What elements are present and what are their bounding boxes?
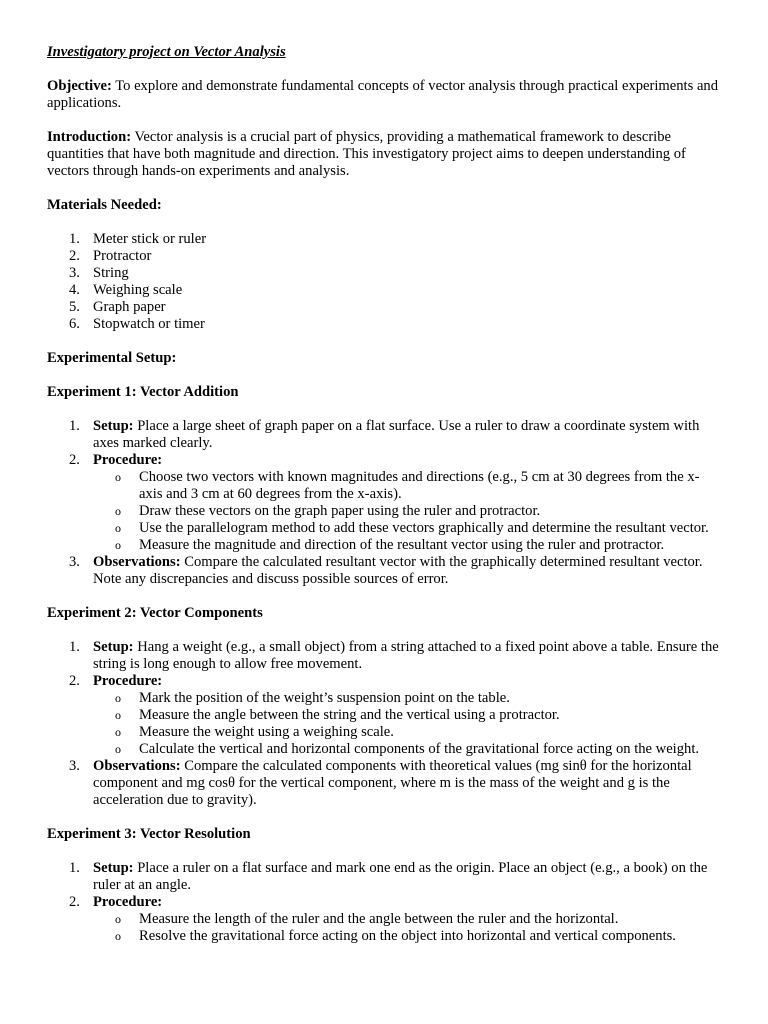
list-item: 3. Observations: Compare the calculated resultant vector with the graphically determined resultant vector. Note any discrepancies and discuss possible sources of error. bbox=[69, 554, 703, 587]
list-item: o Measure the length of the ruler and the angle between the ruler and the horizontal. bbox=[115, 911, 619, 927]
objective-label: Objective: bbox=[47, 78, 112, 94]
introduction-label: Introduction: bbox=[47, 129, 132, 145]
experiment-1-steps bbox=[47, 418, 722, 588]
experimental-setup-heading: Experimental Setup: bbox=[47, 350, 177, 366]
document-title: Investigatory project on Vector Analysis bbox=[47, 44, 286, 60]
materials-heading: Materials Needed: bbox=[47, 197, 162, 213]
experiment-3-steps bbox=[47, 860, 722, 945]
procedure-list bbox=[93, 690, 722, 758]
introduction-paragraph bbox=[47, 129, 722, 180]
introduction-text: Vector analysis is a crucial part of physics, providing a mathematical framework to describe quantities that have both magnitude and direction. This investigatory project aims to deepen understanding of vectors through hands-on experiments and analysis. bbox=[47, 129, 686, 179]
document-page bbox=[47, 44, 722, 945]
list-item: o Measure the angle between the string and the vertical using a protractor. bbox=[115, 707, 560, 723]
list-item: 6. Stopwatch or timer bbox=[69, 316, 205, 332]
list-item: 1. Setup: Place a ruler on a flat surface and mark one end as the origin. Place an object (e.g., a book) on the ruler at an angle. bbox=[69, 860, 708, 893]
list-item: 3. String bbox=[69, 265, 129, 281]
list-item: 1. Meter stick or ruler bbox=[69, 231, 207, 247]
list-item: o Use the parallelogram method to add these vectors graphically and determine the resultant vector. bbox=[115, 520, 709, 536]
objective-paragraph bbox=[47, 78, 722, 112]
list-item: 1. Setup: Place a large sheet of graph paper on a flat surface. Use a ruler to draw a coordinate system with axes marked clearly. bbox=[69, 418, 700, 451]
list-item: 3. Observations: Compare the calculated components with theoretical values (mg sinθ for the horizontal component and mg cosθ for the vertical component, where m is the mass of the weight and g is the acceleration due to gravity). bbox=[69, 758, 692, 808]
list-item: 2. Procedure: o Mark the position of the weight’s suspension point on the table. o Measure the angle between the string and the vertical using a protractor. o Measure the weight using a weighing scale. o Calculate the vertical and horizontal components of the gravitational force acting on the weight. bbox=[47, 673, 722, 758]
experiment-1-heading: Experiment 1: Vector Addition bbox=[47, 384, 239, 400]
list-item: o Draw these vectors on the graph paper using the ruler and protractor. bbox=[115, 503, 541, 519]
list-item: 1. Setup: Hang a weight (e.g., a small object) from a string attached to a fixed point above a table. Ensure the string is long enough to allow free movement. bbox=[69, 639, 719, 672]
materials-list bbox=[47, 231, 722, 333]
experiment-3-heading: Experiment 3: Vector Resolution bbox=[47, 826, 251, 842]
list-item: o Mark the position of the weight’s suspension point on the table. bbox=[115, 690, 510, 706]
list-item: 2. Procedure: o Choose two vectors with known magnitudes and directions (e.g., 5 cm at 30 degrees from the x-axis and 3 cm at 60 degrees from the x-axis). o Draw these vectors on the graph paper using the ruler and protractor. o Use the parallelogram method to add these vectors graphically and determine the resultant vector. o Measure the magnitude and direction of the resultant vector using the ruler and protractor. bbox=[47, 452, 722, 554]
list-item: o Calculate the vertical and horizontal components of the gravitational force acting on the weight. bbox=[115, 741, 700, 757]
list-item: 5. Graph paper bbox=[69, 299, 166, 315]
procedure-list bbox=[93, 911, 722, 945]
objective-text: To explore and demonstrate fundamental concepts of vector analysis through practical experiments and applications. bbox=[47, 78, 719, 111]
list-item: 2. Protractor bbox=[69, 248, 152, 264]
list-item: o Measure the weight using a weighing scale. bbox=[115, 724, 394, 740]
list-item: 4. Weighing scale bbox=[69, 282, 183, 298]
list-item: 2. Procedure: o Measure the length of the ruler and the angle between the ruler and the horizontal. o Resolve the gravitational force acting on the object into horizontal and vertical components. bbox=[47, 894, 722, 945]
procedure-list bbox=[93, 469, 722, 554]
list-item: o Measure the magnitude and direction of the resultant vector using the ruler and protractor. bbox=[115, 537, 665, 553]
experiment-2-steps bbox=[47, 639, 722, 809]
list-item: o Resolve the gravitational force acting on the object into horizontal and vertical components. bbox=[115, 928, 676, 944]
experiment-2-heading: Experiment 2: Vector Components bbox=[47, 605, 263, 621]
list-item: o Choose two vectors with known magnitudes and directions (e.g., 5 cm at 30 degrees from the x-axis and 3 cm at 60 degrees from the x-axis). bbox=[115, 469, 700, 502]
